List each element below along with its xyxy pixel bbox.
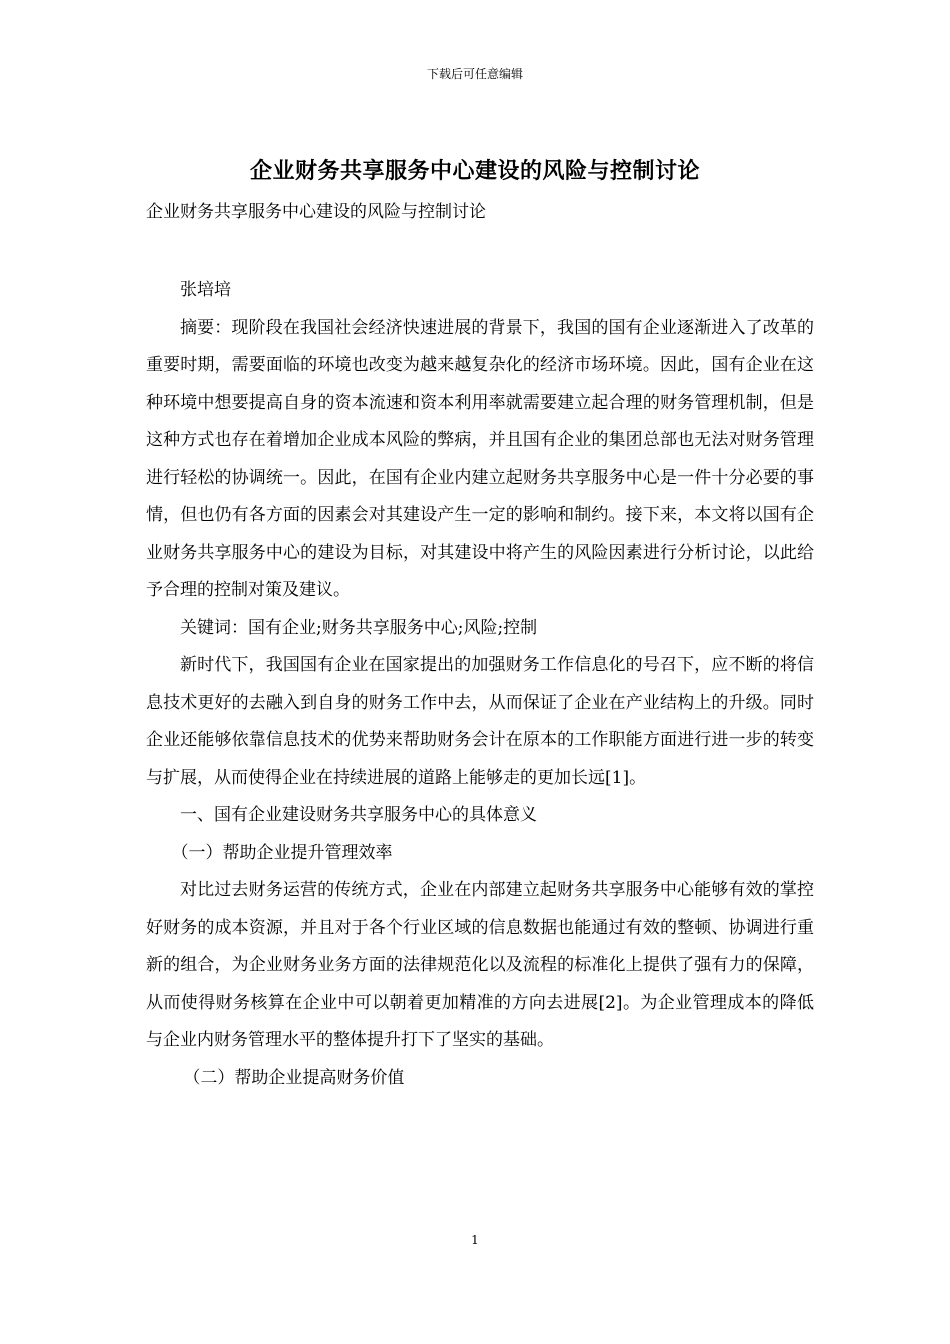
- author-line: 张培培: [180, 280, 231, 300]
- body-paragraph: 对比过去财务运营的传统方式，企业在内部建立起财务共享服务中心能够有效的掌控好财务的成本资源，并且对于各个行业区域的信息数据也能通过有效的整顿、协调进行重新的组合，为企业财务业务方面的法律规范化以及流程的标准化上提供了强有力的保障，从而使得财务核算在企业中可以朝着更加精准的方向去进展[2]。为企业管理成本的降低与企业内财务管理水平的整体提升打下了坚实的基础。: [146, 880, 814, 1050]
- subsection-heading: （二）帮助企业提高财务价值: [183, 1067, 405, 1088]
- document-body: [146, 272, 814, 1097]
- intro-paragraph: 新时代下，我国国有企业在国家提出的加强财务工作信息化的号召下，应不断的将信息技术更好的去融入到自身的财务工作中去，从而保证了企业在产业结构上的升级。同时企业还能够依靠信息技术的优势来帮助财务会计在原本的工作职能方面进行进一步的转变与扩展，从而使得企业在持续进展的道路上能够走的更加长远[1]。: [146, 655, 814, 788]
- abstract-paragraph: 摘要：现阶段在我国社会经济快速进展的背景下，我国的国有企业逐渐进入了改革的重要时期，需要面临的环境也改变为越来越复杂化的经济市场环境。因此，国有企业在这种环境中想要提高自身的资本流速和资本利用率就需要建立起合理的财务管理机制，但是这种方式也存在着增加企业成本风险的弊病，并且国有企业的集团总部也无法对财务管理进行轻松的协调统一。因此，在国有企业内建立起财务共享服务中心是一件十分必要的事情，但也仍有各方面的因素会对其建设产生一定的影响和制约。接下来，本文将以国有企业财务共享服务中心的建设为目标，对其建设中将产生的风险因素进行分析讨论，以此给予合理的控制对策及建议。: [146, 317, 814, 600]
- section-heading: 一、国有企业建设财务共享服务中心的具体意义: [180, 805, 537, 825]
- page-number: 1: [471, 1233, 479, 1247]
- header-note: 下载后可任意编辑: [426, 67, 523, 81]
- keywords-paragraph: 关键词：国有企业;财务共享服务中心;风险;控制: [180, 617, 538, 638]
- subsection-heading: （一）帮助企业提升管理效率: [171, 842, 393, 863]
- document-subtitle: 企业财务共享服务中心建设的风险与控制讨论: [146, 202, 486, 222]
- document-title: 企业财务共享服务中心建设的风险与控制讨论: [249, 158, 700, 184]
